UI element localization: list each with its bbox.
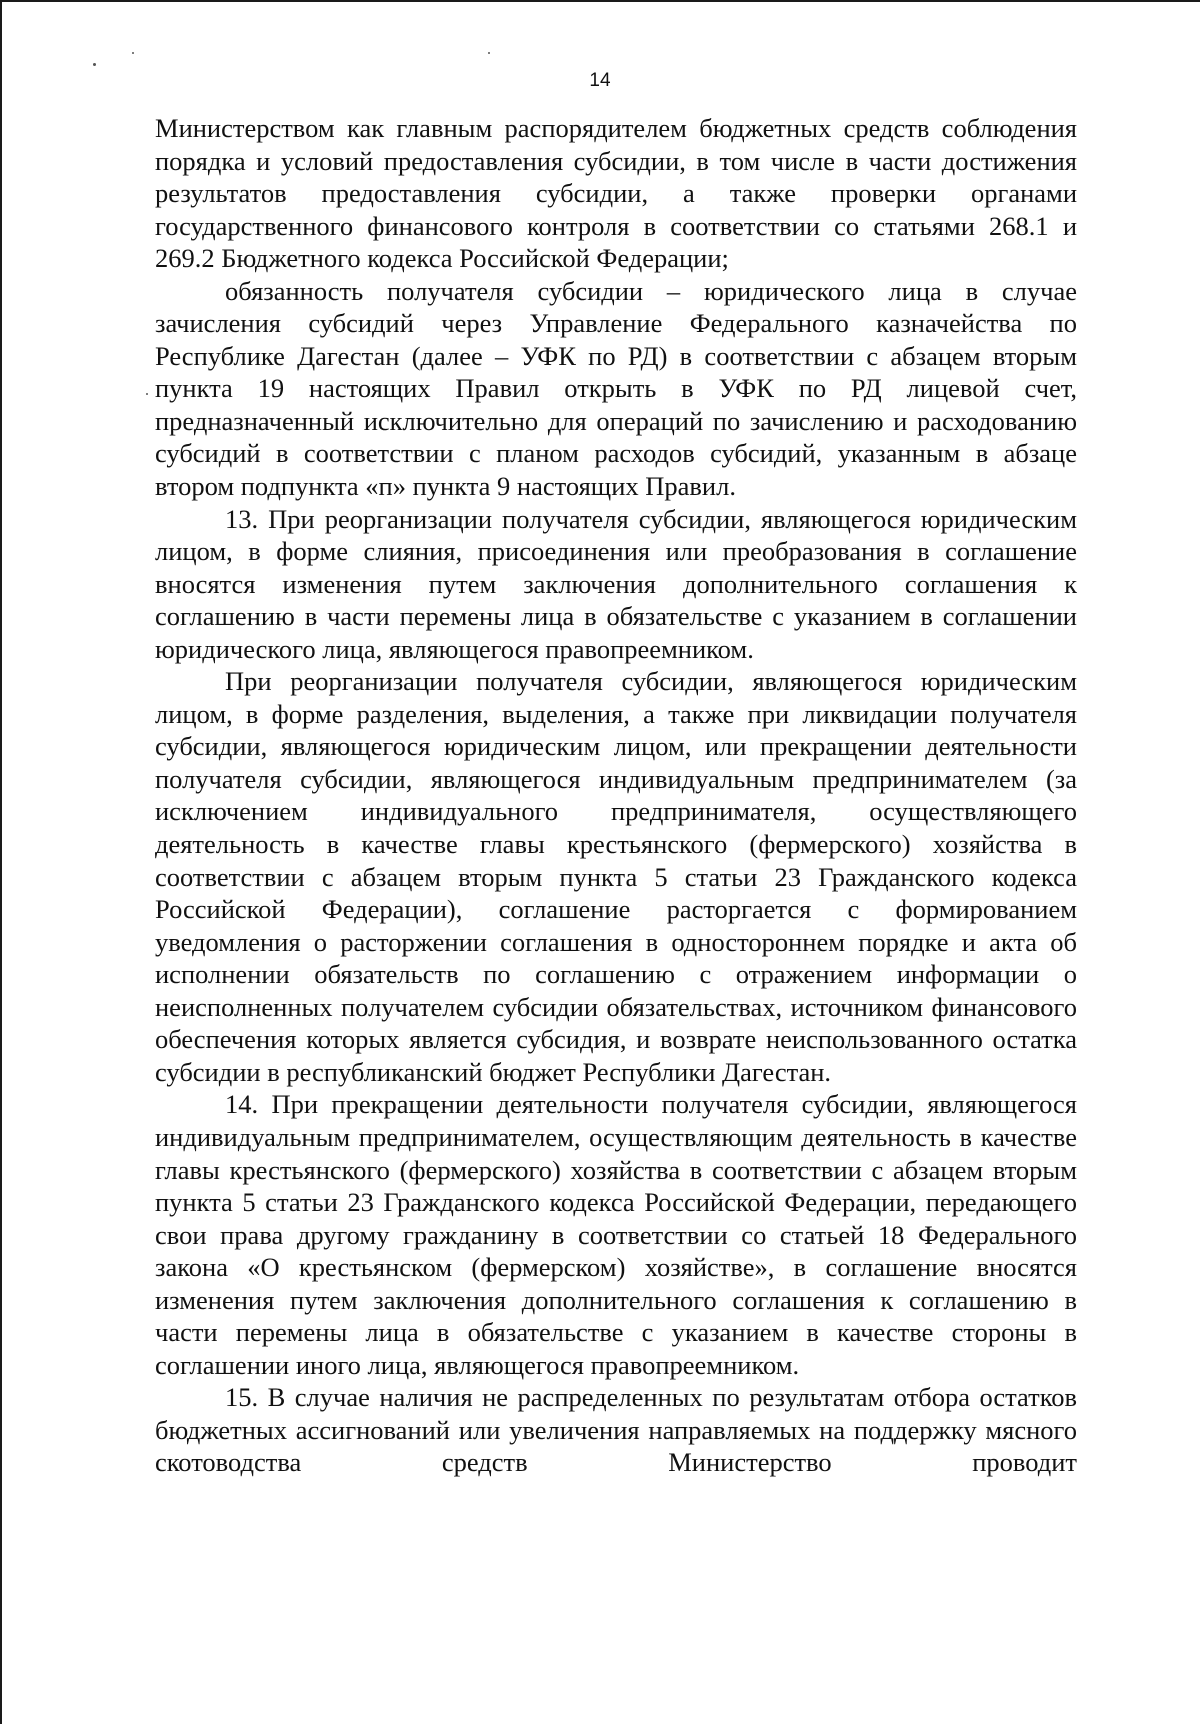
paragraph-continuation: Министерством как главным распорядителем бюджетных средств соблюдения порядка и условий предоставления субсидии, в том числе в части достижения результатов предоставления субсидии, а также проверки органами государственного финансового контроля в соответствии со статьями 268.1 и 269.2 Бюджетного кодекса Российской Федерации; bbox=[155, 113, 1077, 274]
scan-edge-left bbox=[0, 0, 2, 1724]
scan-edge-top bbox=[0, 0, 1200, 2]
scan-speck bbox=[132, 52, 134, 54]
paragraph-item-13: 13. При реорганизации получателя субсидии, являющегося юридическим лицом, в форме слияния, присоединения или преобразования в соглашение вносятся изменения путем заключения дополнительного соглашения к соглашению в части перемены лица в обязательстве с указанием в соглашении юридического лица, являющегося правопреемником. bbox=[155, 503, 1077, 664]
document-body bbox=[155, 112, 1077, 1479]
paragraph-item-14: 14. При прекращении деятельности получателя субсидии, являющегося индивидуальным предпринимателем, осуществляющим деятельность в качестве главы крестьянского (фермерского) хозяйства в соответствии с абзацем вторым пункта 5 статьи 23 Гражданского кодекса Российской Федерации, передающего свои права другому гражданину в соответствии со статьей 18 Федерального закона «О крестьянском (фермерском) хозяйстве», в соглашение вносятся изменения путем заключения дополнительного соглашения к соглашению в части перемены лица в обязательстве с указанием в качестве стороны в соглашении иного лица, являющегося правопреемником. bbox=[155, 1089, 1077, 1380]
scan-speck bbox=[488, 52, 490, 54]
paragraph-item-15: 15. В случае наличия не распределенных по результатам отбора остатков бюджетных ассигнований или увеличения направляемых на поддержку мясного скотоводства средств Министерство проводит bbox=[155, 1382, 1077, 1478]
paragraph-obligation: обязанность получателя субсидии – юридического лица в случае зачисления субсидий через Управление Федерального казначейства по Республике Дагестан (далее – УФК по РД) в соответствии с абзацем вторым пункта 19 настоящих Правил открыть в УФК по РД лицевой счет, предназначенный исключительно для операций по зачислению и расходованию субсидий в соответствии с планом расходов субсидий, указанным в абзаце втором подпункта «п» пункта 9 настоящих Правил. bbox=[155, 275, 1077, 502]
page-number: 14 bbox=[589, 70, 611, 91]
scan-speck bbox=[146, 393, 148, 395]
paragraph-reorganization: При реорганизации получателя субсидии, являющегося юридическим лицом, в форме разделения, выделения, а также при ликвидации получателя субсидии, являющегося юридическим лицом, или прекращении деятельности получателя субсидии, являющегося индивидуальным предпринимателем (за исключением индивидуального предпринимателя, осуществляющего деятельность в качестве главы крестьянского (фермерского) хозяйства в соответствии с абзацем вторым пункта 5 статьи 23 Гражданского кодекса Российской Федерации), соглашение расторгается с формированием уведомления о расторжении соглашения в одностороннем порядке и акта об исполнении обязательств по соглашению с отражением информации о неисполненных получателем субсидии обязательствах, источником финансового обеспечения которых является субсидия, и возврате неиспользованного остатка субсидии в республиканский бюджет Республики Дагестан. bbox=[155, 666, 1077, 1087]
scan-speck bbox=[93, 63, 96, 66]
